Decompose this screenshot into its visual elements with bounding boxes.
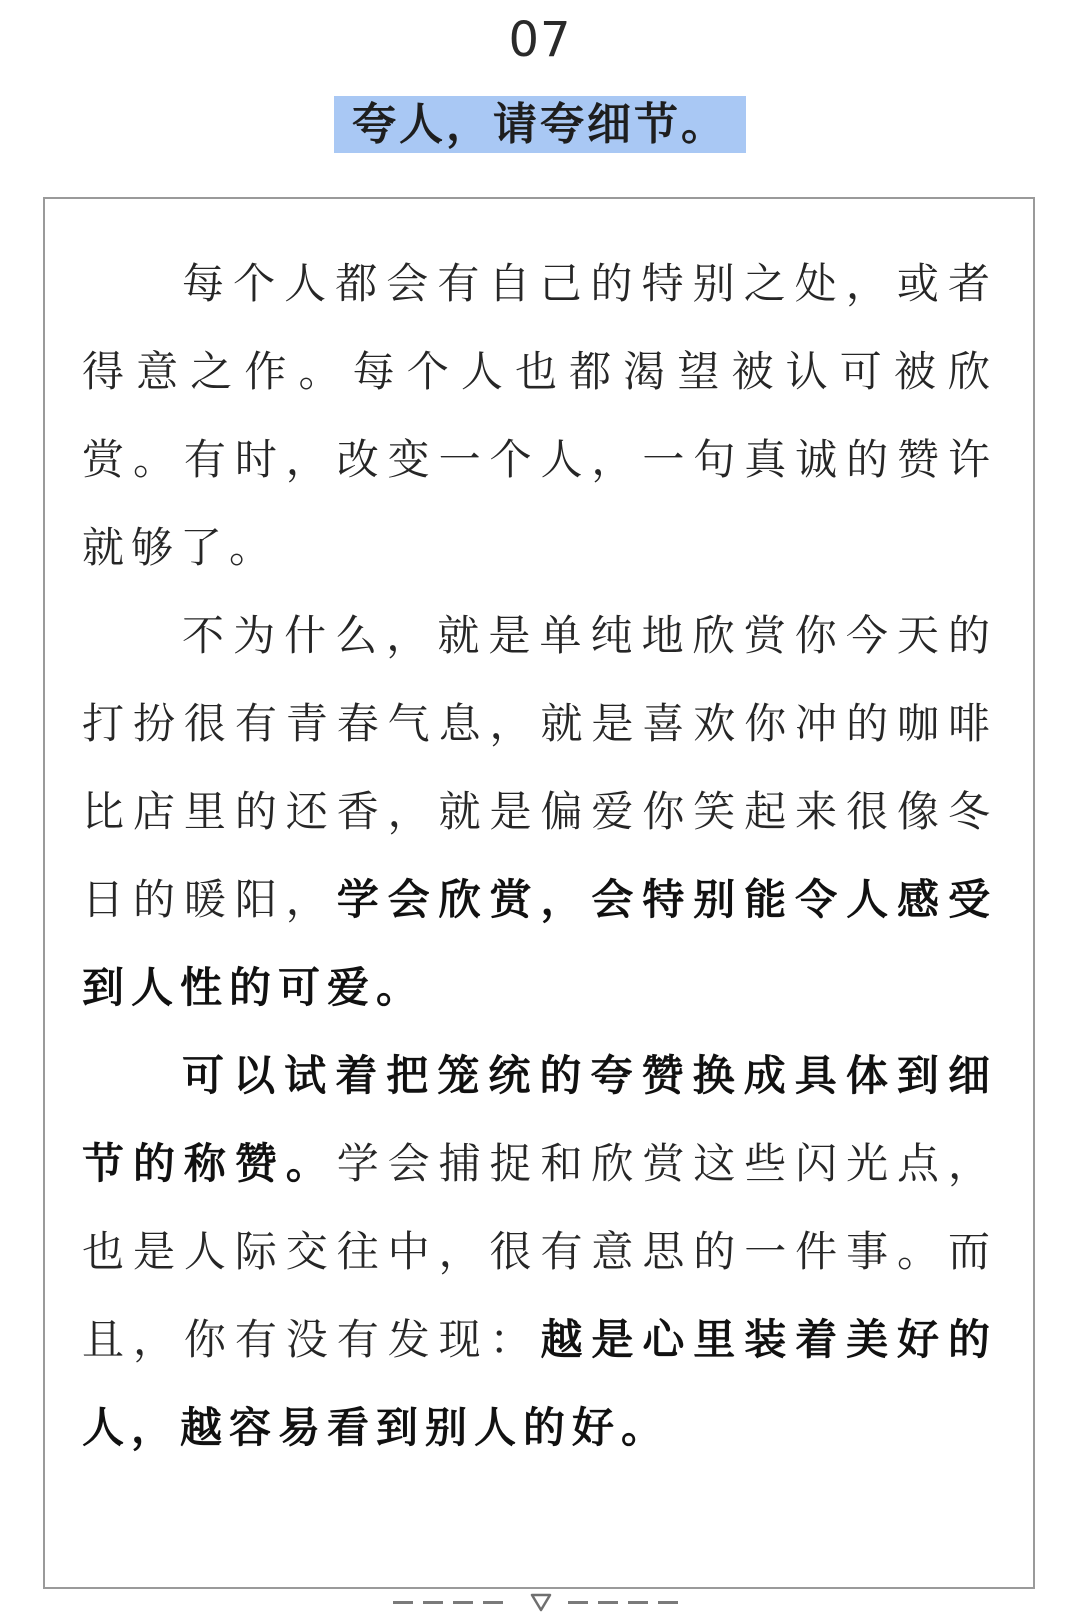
chevron-down-icon bbox=[530, 1591, 552, 1617]
section-number: 07 bbox=[508, 12, 572, 68]
bottom-divider bbox=[0, 1591, 1080, 1615]
divider-dash bbox=[393, 1601, 413, 1604]
emphasis-text: 学会欣赏，会特别能令人感受到人性的可爱。 bbox=[82, 875, 997, 1012]
emphasis-text: 可以试着把笼统的夸赞换成具体到细节的称赞。 bbox=[82, 1051, 997, 1188]
section-heading: 夸人，请夸细节。 bbox=[334, 96, 746, 153]
emphasis-text: 越是心里装着美好的人，越容易看到别人的好。 bbox=[82, 1315, 997, 1452]
divider-dash bbox=[598, 1601, 618, 1604]
body-text bbox=[82, 240, 997, 1472]
paragraph-1 bbox=[82, 240, 997, 592]
divider-dash bbox=[453, 1601, 473, 1604]
paragraph-text: 不为什么，就是单纯地欣赏你今天的打扮很有青春气息，就是喜欢你冲的咖啡比店里的还香，就是偏爱你笑起来很像冬日的暖阳， bbox=[82, 611, 997, 924]
heading-container bbox=[0, 96, 1080, 153]
paragraph-text: 每个人都会有自己的特别之处，或者得意之作。每个人也都渴望被认可被欣赏。有时，改变一个人，一句真诚的赞许就够了。 bbox=[82, 259, 997, 572]
paragraph-3 bbox=[82, 1032, 997, 1472]
paragraph-2 bbox=[82, 592, 997, 1032]
divider-dash bbox=[658, 1601, 678, 1604]
divider-dash bbox=[483, 1601, 503, 1604]
divider-dash bbox=[628, 1601, 648, 1604]
divider-dash bbox=[568, 1601, 588, 1604]
divider-dash bbox=[423, 1601, 443, 1604]
paragraph-text: 学会捕捉和欣赏这些闪光点，也是人际交往中，很有意思的一件事。而且，你有没有发现： bbox=[82, 1139, 997, 1364]
